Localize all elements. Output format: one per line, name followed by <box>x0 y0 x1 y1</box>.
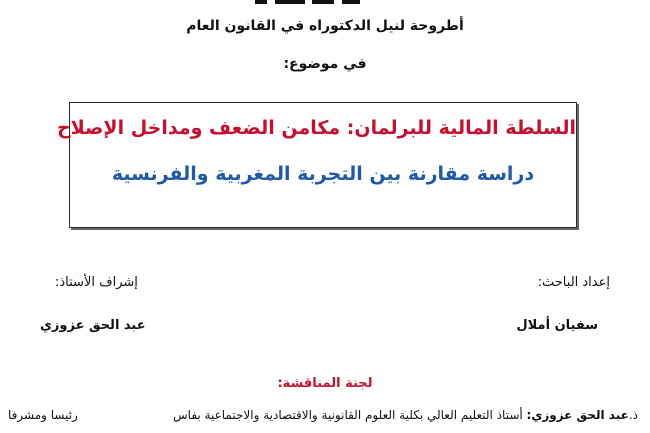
thesis-title: السلطة المالية للبرلمان: مكامن الضعف ومداخل الإصلاح <box>56 117 576 139</box>
member-role: رئيسا ومشرفا <box>8 408 78 422</box>
committee-label: لجنة المناقشة: <box>277 376 373 391</box>
committee-member-row <box>8 408 638 422</box>
supervisor-label: إشراف الأستاذ: <box>55 275 138 290</box>
member-title-prefix: ذ. <box>628 408 638 422</box>
subject-label: في موضوع: <box>283 56 367 72</box>
researcher-label: إعداد الباحث: <box>537 275 610 290</box>
supervisor-name: عبد الحق عزوزي <box>40 318 146 333</box>
thesis-subtitle: دراسة مقارنة بين التجربة المغربية والفرنسية <box>111 163 535 185</box>
member-name: عبد الحق عزوزي: <box>526 408 629 422</box>
member-description: أستاذ التعليم العالي بكلية العلوم القانونية والاقتصادية والاجتماعية بفاس <box>173 408 523 422</box>
thesis-degree-line: أطروحة لنيل الدكتوراه في القانون العام <box>186 18 464 34</box>
cropped-header-line <box>255 0 360 5</box>
researcher-name: سفيان أملال <box>516 318 598 333</box>
committee-member-info <box>173 408 638 422</box>
title-box <box>56 102 577 228</box>
